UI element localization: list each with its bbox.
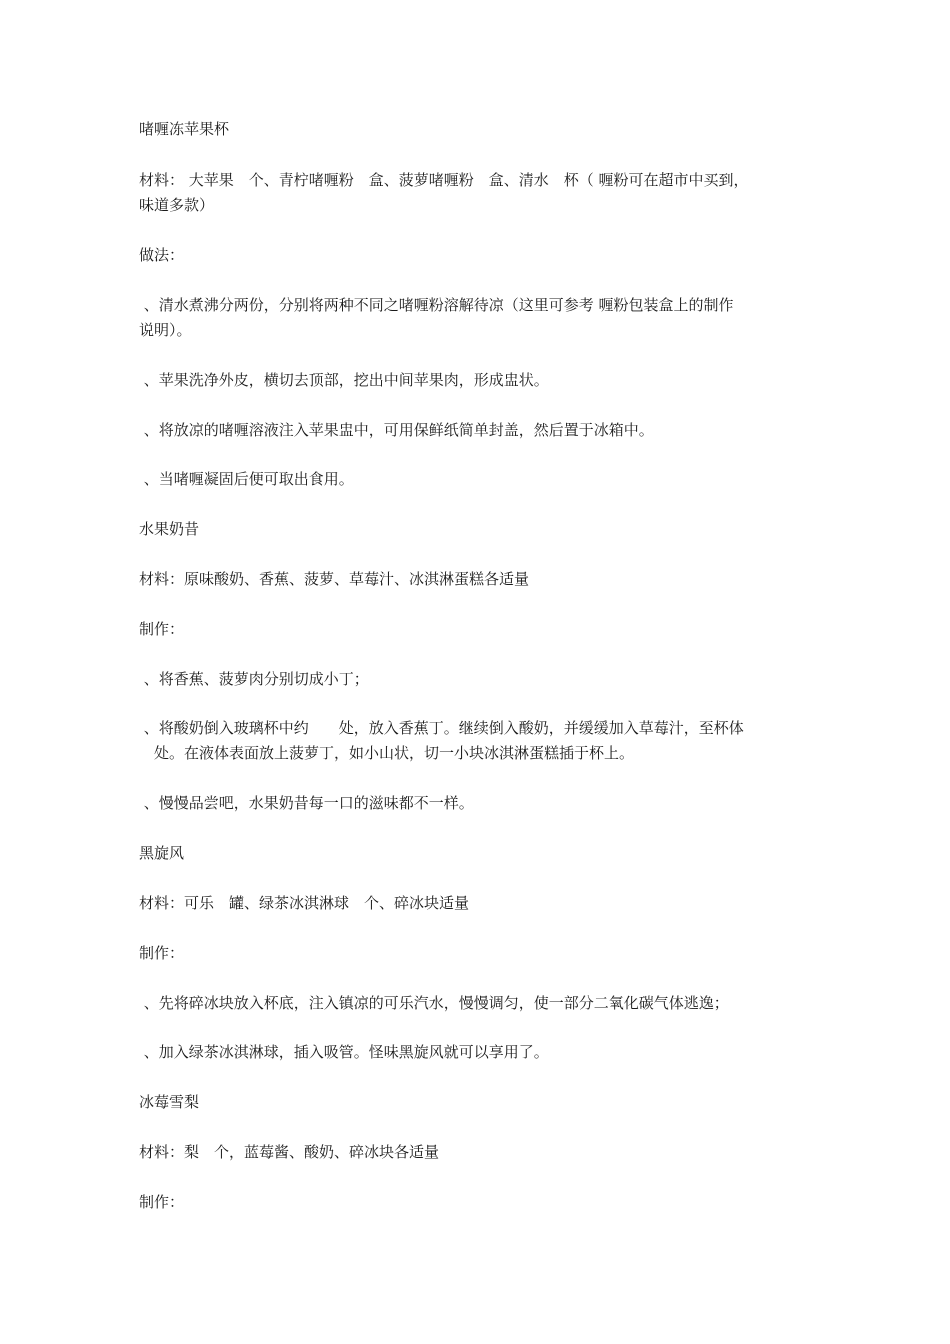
step-1: 、先将碎冰块放入杯底，注入镇凉的可乐汽水，慢慢调匀，使一部分二氧化碳气体逃逸； xyxy=(139,994,729,1012)
method-label: 制作： xyxy=(139,1193,185,1211)
step-1: 、将香蕉、菠萝肉分别切成小丁； xyxy=(139,670,369,688)
materials-line: 材料：可乐 罐、绿茶冰淇淋球 个、碎冰块适量 xyxy=(139,894,470,912)
recipe-title-berry-snow-pear: 冰莓雪梨 xyxy=(139,1093,200,1111)
step-4: 、当啫喱凝固后便可取出食用。 xyxy=(139,470,354,488)
step-3: 、将放凉的啫喱溶液注入苹果盅中，可用保鲜纸简单封盖，然后置于冰箱中。 xyxy=(139,421,654,439)
materials-line-continued: 味道多款） xyxy=(139,196,215,214)
step-2: 、将酸奶倒入玻璃杯中约 处，放入香蕉丁。继续倒入酸奶，并缓缓加入草莓汁，至杯体 xyxy=(139,719,744,737)
method-label: 做法： xyxy=(139,246,185,264)
materials-line: 材料：梨 个，蓝莓酱、酸奶、碎冰块各适量 xyxy=(139,1143,440,1161)
recipe-title-fruit-milkshake: 水果奶昔 xyxy=(139,520,200,538)
step-1-continued: 说明）。 xyxy=(139,321,192,339)
step-3: 、慢慢品尝吧，水果奶昔每一口的滋味都不一样。 xyxy=(139,794,474,812)
method-label: 制作： xyxy=(139,944,185,962)
step-1: 、清水煮沸分两份，分别将两种不同之啫喱粉溶解待凉（这里可参考 喱粉包装盒上的制作 xyxy=(139,296,734,314)
materials-line: 材料： 大苹果 个、青柠啫喱粉 盒、菠萝啫喱粉 盒、清水 杯（ 喱粉可在超市中买到， xyxy=(139,171,749,189)
recipe-title-jelly-apple-cup: 啫喱冻苹果杯 xyxy=(139,120,230,138)
step-2: 、苹果洗净外皮，横切去顶部，挖出中间苹果肉，形成盅状。 xyxy=(139,371,549,389)
method-label: 制作： xyxy=(139,620,185,638)
materials-line: 材料：原味酸奶、香蕉、菠萝、草莓汁、冰淇淋蛋糕各适量 xyxy=(139,570,530,588)
recipe-title-black-whirlwind: 黑旋风 xyxy=(139,844,185,862)
step-2-continued: 处。在液体表面放上菠萝丁，如小山状，切一小块冰淇淋蛋糕插于杯上。 xyxy=(139,744,635,762)
step-2: 、加入绿茶冰淇淋球，插入吸管。怪味黑旋风就可以享用了。 xyxy=(139,1043,549,1061)
